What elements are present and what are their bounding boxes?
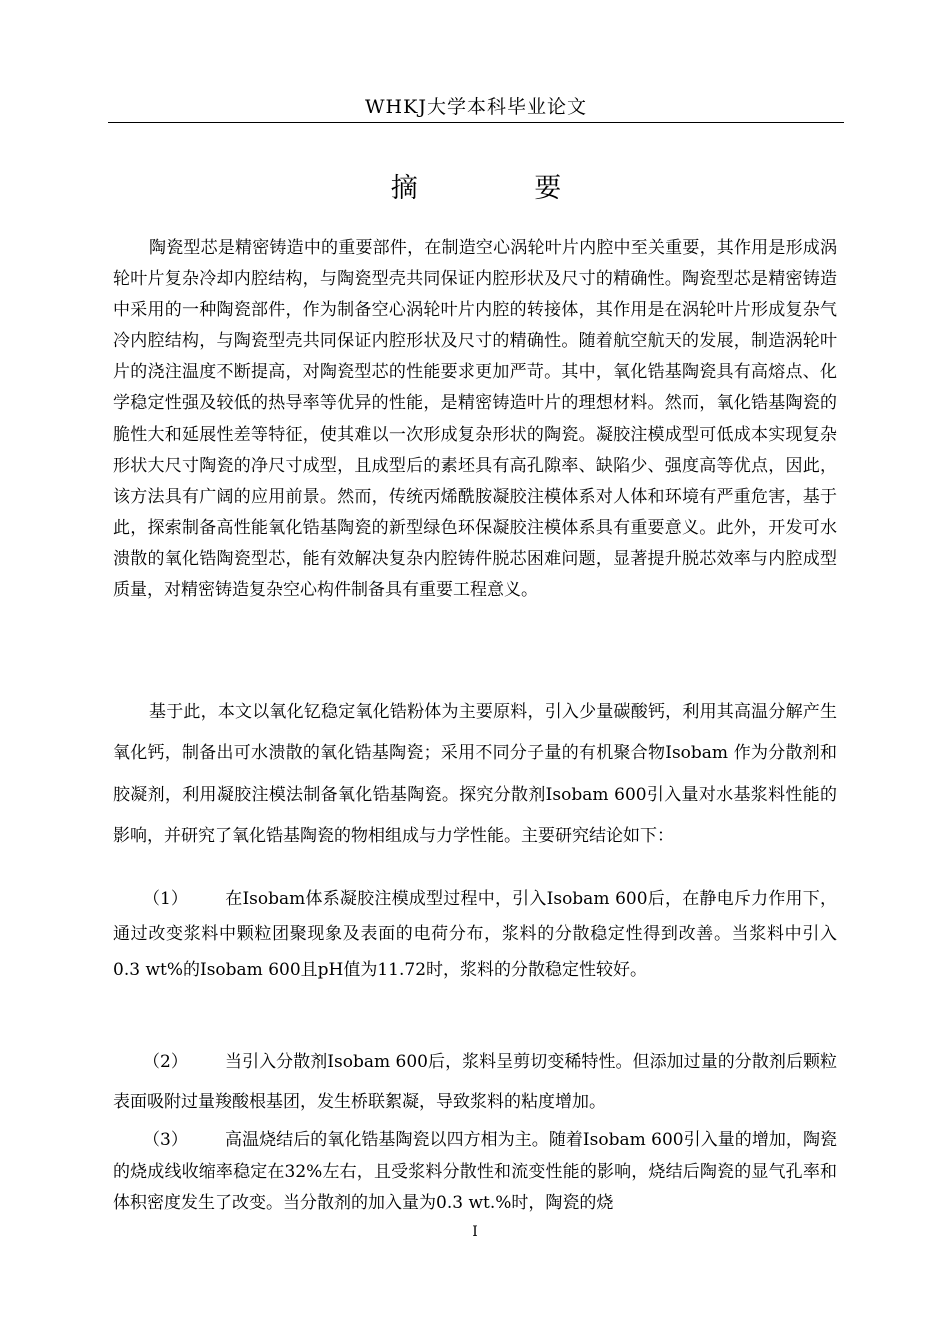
page-title: 摘 要	[390, 173, 616, 204]
conclusion-item-2	[113, 1042, 837, 1122]
header-rule	[108, 122, 844, 123]
abstract-paragraph-2: 基于此，本文以氧化钇稳定氧化锆粉体为主要原料，引入少量碳酸钙，利用其高温分解产生氧化钙，制备出可水溃散的氧化锆基陶瓷；采用不同分子量的有机聚合物Isobam 作为分散剂和胶凝剂，利用凝胶注模法制备氧化锆基陶瓷。探究分散剂Isobam 600引入量对水基浆料性能的影响，并研究了氧化锆基陶瓷的物相组成与力学性能。主要研究结论如下：	[113, 702, 837, 846]
abstract-paragraph-1: 陶瓷型芯是精密铸造中的重要部件，在制造空心涡轮叶片内腔中至关重要，其作用是形成涡轮叶片复杂冷却内腔结构，与陶瓷型壳共同保证内腔形状及尺寸的精确性。陶瓷型芯是精密铸造中采用的一种陶瓷部件，作为制备空心涡轮叶片内腔的转接体，其作用是在涡轮叶片形成复杂气冷内腔结构，与陶瓷型壳共同保证内腔形状及尺寸的精确性。随着航空航天的发展，制造涡轮叶片的浇注温度不断提高，对陶瓷型芯的性能要求更加严苛。其中，氧化锆基陶瓷具有高熔点、化学稳定性强及较低的热导率等优异的性能，是精密铸造叶片的理想材料。然而，氧化锆基陶瓷的脆性大和延展性差等特征，使其难以一次形成复杂形状的陶瓷。凝胶注模成型可低成本实现复杂形状大尺寸陶瓷的净尺寸成型，且成型后的素坯具有高孔隙率、缺陷少、强度高等优点，因此，该方法具有广阔的应用前景。然而，传统丙烯酰胺凝胶注模体系对人体和环境有严重危害，基于此，探索制备高性能氧化锆基陶瓷的新型绿色环保凝胶注模体系具有重要意义。此外，开发可水溃散的氧化锆陶瓷型芯，能有效解决复杂内腔铸件脱芯困难问题，显著提升脱芯效率与内腔成型质量，对精密铸造复杂空心构件制备具有重要工程意义。	[113, 238, 837, 601]
item-text: 当引入分散剂Isobam 600后，浆料呈剪切变稀特性。但添加过量的分散剂后颗粒表面吸附过量羧酸根基团，发生桥联絮凝，导致浆料的粘度增加。	[113, 1052, 837, 1112]
item-number: （1）	[143, 889, 188, 909]
item-number: （2）	[143, 1052, 188, 1072]
conclusion-item-1	[113, 882, 837, 988]
page-header: WHKJ大学本科毕业论文	[365, 96, 587, 118]
item-text: 高温烧结后的氧化锆基陶瓷以四方相为主。随着Isobam 600引入量的增加，陶瓷的烧成线收缩率稳定在32%左右，且受浆料分散性和流变性能的影响，烧结后陶瓷的显气孔率和体积密度发生了改变。当分散剂的加入量为0.3 wt.%时，陶瓷的烧	[113, 1130, 837, 1213]
item-number: （3）	[143, 1130, 188, 1150]
item-text: 在Isobam体系凝胶注模成型过程中，引入Isobam 600后，在静电斥力作用下，通过改变浆料中颗粒团聚现象及表面的电荷分布，浆料的分散稳定性得到改善。当浆料中引入0.3 wt%的Isobam 600且pH值为11.72时，浆料的分散稳定性较好。	[113, 889, 837, 980]
conclusion-item-3	[113, 1125, 837, 1220]
page-number: I	[472, 1224, 478, 1240]
